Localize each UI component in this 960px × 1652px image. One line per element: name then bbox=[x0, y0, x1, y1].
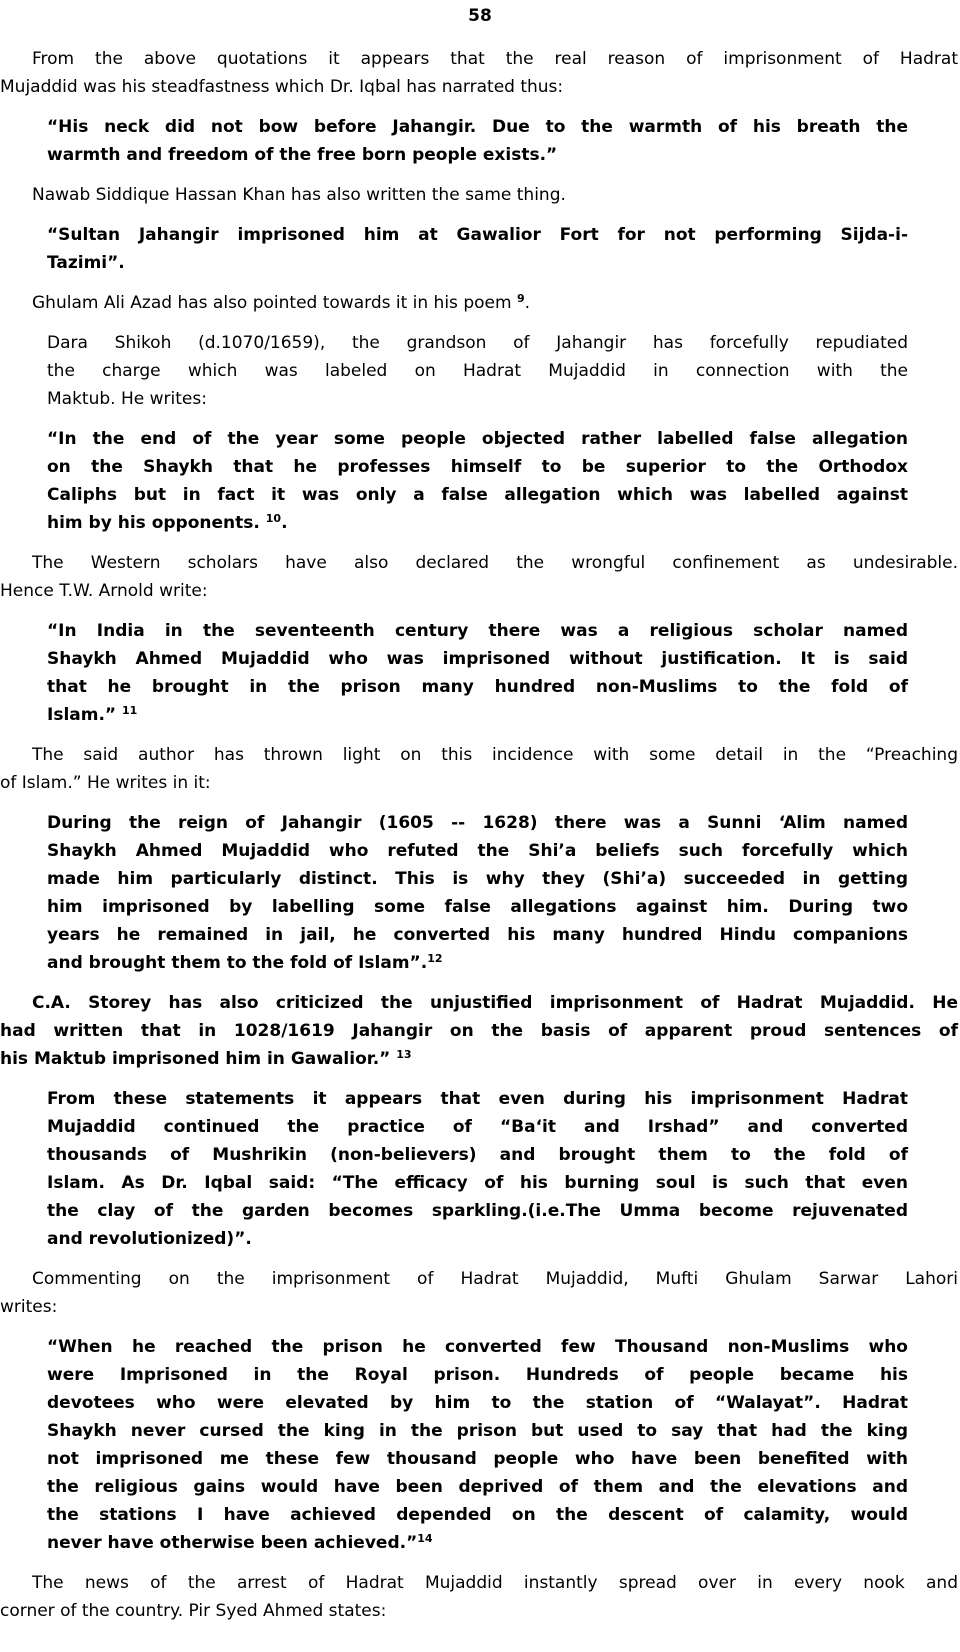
footnote-ref: 12 bbox=[427, 952, 443, 965]
text-segment: and brought them to the fold of Islam”. bbox=[47, 953, 428, 973]
text-line: made him particularly distinct. This is why they (Shi’a) succeeded in getting bbox=[47, 869, 908, 889]
bold-paragraph bbox=[0, 989, 958, 1073]
text-line: “His neck did not bow before Jahangir. Due to the warmth of his breath the bbox=[47, 117, 908, 137]
text-line: corner of the country. Pir Syed Ahmed states: bbox=[0, 1601, 387, 1621]
text-line: Hence T.W. Arnold write: bbox=[0, 581, 208, 601]
text-line: the stations I have achieved depended on the descent of calamity, would bbox=[47, 1505, 908, 1525]
text-line: Caliphs but in fact it was only a false allegation which was labelled against bbox=[47, 485, 908, 505]
text-line: Mujaddid continued the practice of “Ba‘it and Irshad” and converted bbox=[47, 1117, 908, 1137]
paragraph bbox=[0, 1569, 958, 1625]
text-line: devotees who were elevated by him to the station of “Walayat”. Hadrat bbox=[47, 1393, 908, 1413]
text-line: that he brought in the prison many hundred non-Muslims to the fold of bbox=[47, 677, 908, 697]
text-segment: Islam.” bbox=[47, 705, 123, 725]
text-line: From these statements it appears that even during his imprisonment Hadrat bbox=[47, 1089, 908, 1109]
text-line: The news of the arrest of Hadrat Mujaddid instantly spread over in every nook and bbox=[32, 1573, 958, 1593]
paragraph bbox=[0, 45, 958, 101]
text-line bbox=[47, 509, 908, 537]
text-line: not imprisoned me these few thousand people who have been benefited with bbox=[47, 1449, 908, 1469]
text-line bbox=[0, 1045, 958, 1073]
text-line: “Sultan Jahangir imprisoned him at Gawalior Fort for not performing Sijda-i- bbox=[47, 225, 908, 245]
text-line bbox=[47, 949, 908, 977]
text-line: thousands of Mushrikin (non-believers) and brought them to the fold of bbox=[47, 1145, 908, 1165]
text-line: Dara Shikoh (d.1070/1659), the grandson of Jahangir has forcefully repudiated bbox=[47, 333, 908, 353]
text-line: the religious gains would have been deprived of them and the elevations and bbox=[47, 1477, 908, 1497]
text-line: had written that in 1028/1619 Jahangir on the basis of apparent proud sentences of bbox=[0, 1021, 958, 1041]
paragraph bbox=[0, 181, 958, 209]
text-segment: Ghulam Ali Azad has also pointed towards it in his poem bbox=[32, 293, 517, 313]
text-line: The Western scholars have also declared the wrongful confinement as undesirable. bbox=[32, 553, 958, 573]
quote-block bbox=[47, 809, 908, 977]
text-line: “In India in the seventeenth century there was a religious scholar named bbox=[47, 621, 908, 641]
text-line: Islam. As Dr. Iqbal said: “The efficacy of his burning soul is such that even bbox=[47, 1173, 908, 1193]
text-line: “When he reached the prison he converted few Thousand non-Muslims who bbox=[47, 1337, 908, 1357]
text-line: Shaykh never cursed the king in the prison but used to say that had the king bbox=[47, 1421, 908, 1441]
footnote-ref: 9 bbox=[516, 292, 525, 305]
text-segment: him by his opponents. bbox=[47, 513, 266, 533]
text-line: Tazimi”. bbox=[47, 253, 125, 273]
indented-paragraph bbox=[47, 329, 908, 413]
text-segment: . bbox=[524, 293, 530, 313]
text-line: During the reign of Jahangir (1605 -- 1628) there was a Sunni ‘Alim named bbox=[47, 813, 908, 833]
text-segment: his Maktub imprisoned him in Gawalior.” bbox=[0, 1049, 397, 1069]
quote-block bbox=[47, 425, 908, 537]
text-segment: never have otherwise been achieved.” bbox=[47, 1533, 418, 1553]
text-line: him imprisoned by labelling some false allegations against him. During two bbox=[47, 897, 908, 917]
paragraph bbox=[0, 549, 958, 605]
footnote-ref: 14 bbox=[417, 1532, 433, 1545]
text-line: years he remained in jail, he converted his many hundred Hindu companions bbox=[47, 925, 908, 945]
text-line: on the Shaykh that he professes himself to be superior to the Orthodox bbox=[47, 457, 908, 477]
text-line: From the above quotations it appears that the real reason of imprisonment of Hadrat bbox=[32, 49, 958, 69]
quote-block bbox=[47, 221, 908, 277]
quote-block bbox=[47, 113, 908, 169]
text-line bbox=[47, 1529, 908, 1557]
quote-block bbox=[47, 1333, 908, 1557]
text-line: Mujaddid was his steadfastness which Dr. Iqbal has narrated thus: bbox=[0, 77, 564, 97]
text-line: the charge which was labeled on Hadrat Mujaddid in connection with the bbox=[47, 361, 908, 381]
text-line: writes: bbox=[0, 1297, 58, 1317]
text-line: C.A. Storey has also criticized the unjustified imprisonment of Hadrat Mujaddid. He bbox=[32, 993, 958, 1013]
text-segment: . bbox=[281, 513, 288, 533]
text-line bbox=[0, 289, 958, 317]
page-number: 58 bbox=[468, 6, 492, 26]
paragraph bbox=[0, 741, 958, 797]
text-line: the clay of the garden becomes sparkling.(i.e.The Umma become rejuvenated bbox=[47, 1201, 908, 1221]
text-line: Shaykh Ahmed Mujaddid who was imprisoned without justification. It is said bbox=[47, 649, 908, 669]
text-line: Shaykh Ahmed Mujaddid who refuted the Shi’a beliefs such forcefully which bbox=[47, 841, 908, 861]
text-line: Maktub. He writes: bbox=[47, 389, 207, 409]
text-line bbox=[47, 701, 908, 729]
paragraph bbox=[0, 289, 958, 317]
text-line: and revolutionized)”. bbox=[47, 1229, 252, 1249]
footnote-ref: 10 bbox=[265, 512, 282, 525]
text-line: “In the end of the year some people objected rather labelled false allegation bbox=[47, 429, 908, 449]
text-line: were Imprisoned in the Royal prison. Hundreds of people became his bbox=[47, 1365, 908, 1385]
footnote-ref: 13 bbox=[396, 1048, 412, 1061]
text-line: Commenting on the imprisonment of Hadrat Mujaddid, Mufti Ghulam Sarwar Lahori bbox=[32, 1269, 958, 1289]
footnote-ref: 11 bbox=[122, 704, 138, 717]
text-line: Nawab Siddique Hassan Khan has also written the same thing. bbox=[32, 185, 566, 205]
text-line: of Islam.” He writes in it: bbox=[0, 773, 211, 793]
text-line: The said author has thrown light on this incidence with some detail in the “Preaching bbox=[32, 745, 958, 765]
quote-block bbox=[47, 1085, 908, 1253]
paragraph bbox=[0, 1265, 958, 1321]
quote-block bbox=[47, 617, 908, 729]
text-line: warmth and freedom of the free born people exists.” bbox=[47, 145, 558, 165]
